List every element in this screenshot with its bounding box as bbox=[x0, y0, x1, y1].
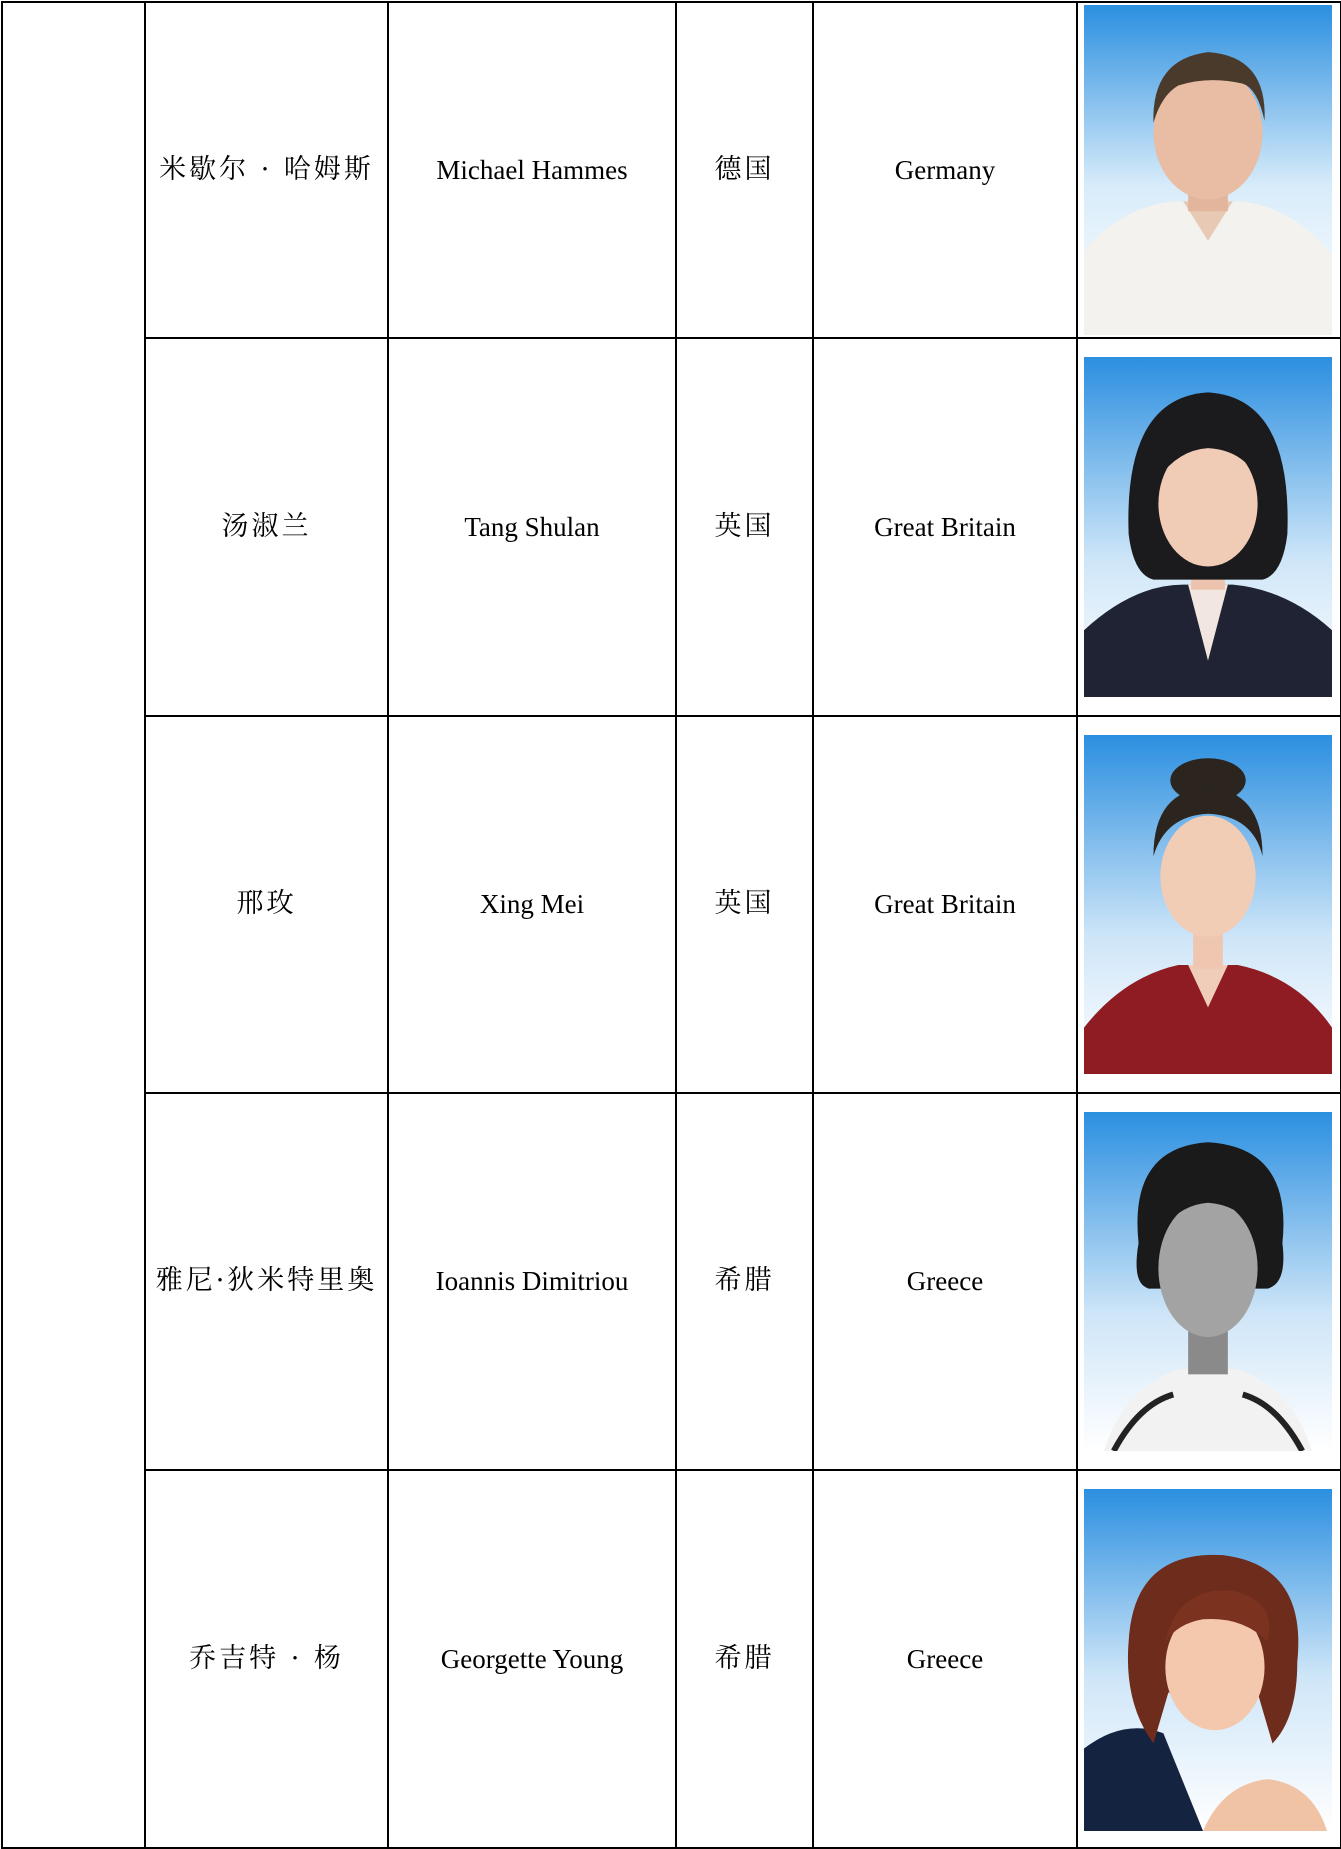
name-zh-cell: 邢玫 bbox=[145, 716, 388, 1093]
table-row bbox=[2, 338, 1341, 716]
photo-cell bbox=[1077, 716, 1341, 1093]
country-zh-cell: 希腊 bbox=[676, 1093, 813, 1470]
merged-category-cell bbox=[2, 2, 145, 1848]
table-row bbox=[2, 2, 1341, 338]
name-zh-cell: 米歇尔 · 哈姆斯 bbox=[145, 2, 388, 338]
name-en-cell: Tang Shulan bbox=[388, 338, 676, 716]
name-en-cell: Ioannis Dimitriou bbox=[388, 1093, 676, 1470]
table-row bbox=[2, 1470, 1341, 1848]
country-en-cell: Great Britain bbox=[813, 716, 1077, 1093]
portrait-photo bbox=[1084, 1112, 1332, 1451]
name-en-cell: Xing Mei bbox=[388, 716, 676, 1093]
country-zh-cell: 希腊 bbox=[676, 1470, 813, 1848]
name-en-cell: Georgette Young bbox=[388, 1470, 676, 1848]
country-en-cell: Greece bbox=[813, 1470, 1077, 1848]
country-en-cell: Great Britain bbox=[813, 338, 1077, 716]
portrait-photo bbox=[1084, 5, 1332, 335]
table-row bbox=[2, 1093, 1341, 1470]
name-zh-cell: 乔吉特 · 杨 bbox=[145, 1470, 388, 1848]
portrait-photo bbox=[1084, 357, 1332, 697]
portrait-man-grayscale bbox=[1084, 1112, 1332, 1451]
table-row bbox=[2, 716, 1341, 1093]
country-zh-cell: 英国 bbox=[676, 716, 813, 1093]
country-zh-cell: 英国 bbox=[676, 338, 813, 716]
name-zh-cell: 雅尼·狄米特里奥 bbox=[145, 1093, 388, 1470]
photo-cell bbox=[1077, 338, 1341, 716]
member-table bbox=[1, 1, 1341, 1849]
portrait-woman-bob-hair bbox=[1084, 357, 1332, 697]
photo-cell bbox=[1077, 1470, 1341, 1848]
photo-cell bbox=[1077, 1093, 1341, 1470]
country-en-cell: Greece bbox=[813, 1093, 1077, 1470]
portrait-photo bbox=[1084, 1489, 1332, 1831]
country-en-cell: Germany bbox=[813, 2, 1077, 338]
portrait-man-short-hair bbox=[1084, 5, 1332, 335]
portrait-woman-auburn-hair bbox=[1084, 1489, 1332, 1831]
photo-cell bbox=[1077, 2, 1341, 338]
country-zh-cell: 德国 bbox=[676, 2, 813, 338]
portrait-woman-updo-red bbox=[1084, 735, 1332, 1074]
name-en-cell: Michael Hammes bbox=[388, 2, 676, 338]
portrait-photo bbox=[1084, 735, 1332, 1074]
name-zh-cell: 汤淑兰 bbox=[145, 338, 388, 716]
